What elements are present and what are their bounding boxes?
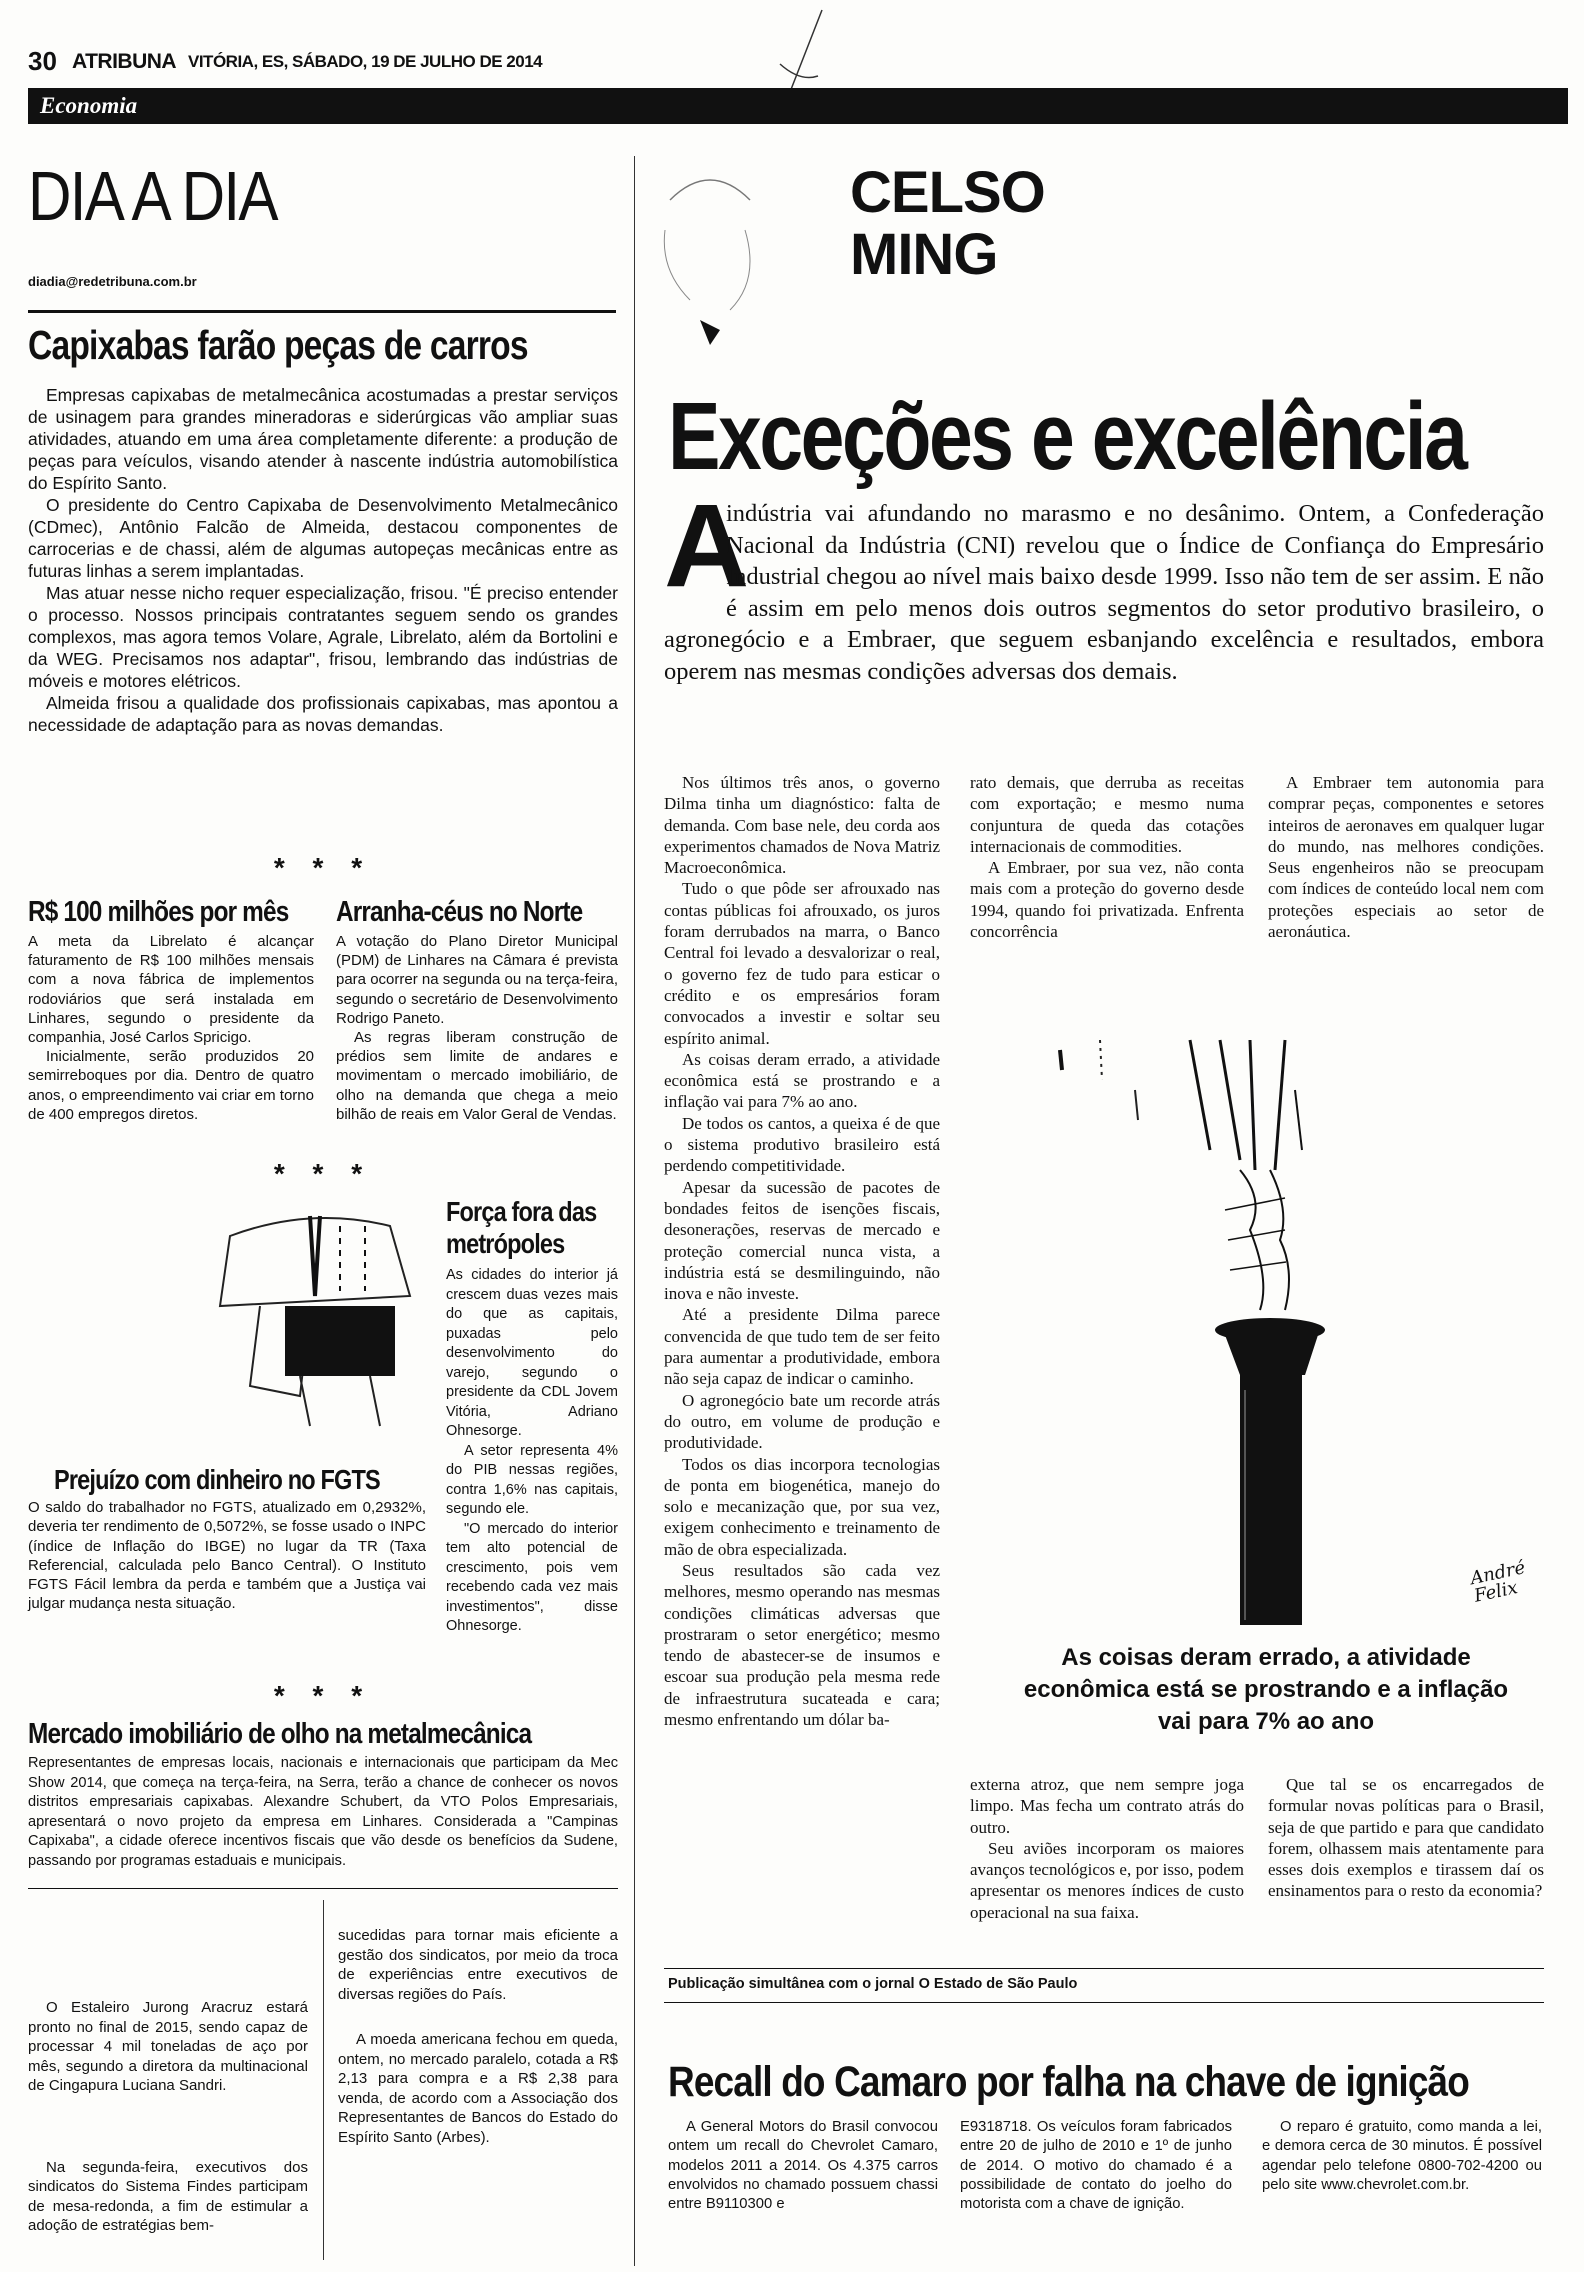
- opinion-paragraph: As coisas deram errado, a atividade econômica está se prostrando e a inflação vai para 7% ao ano.: [664, 1049, 940, 1112]
- opinion-col2: [970, 772, 1244, 942]
- brief-paragraph: "O mercado do interior tem alto potencial de crescimento, pois vem recebendo cada vez mais investimentos", disse Ohnesorge.: [446, 1520, 618, 1634]
- brief-paragraph: A votação do Plano Diretor Municipal (PDM) de Linhares na Câmara é prevista para ocorrer na segunda ou na terça-feira, segundo o secretário de Desenvolvimento Rodrigo Paneto.: [336, 933, 618, 1027]
- recall-col2: [960, 2118, 1232, 2214]
- recall-headline: Recall do Camaro por falha na chave de ignição: [668, 2058, 1469, 2106]
- opinion-paragraph: De todos os cantos, a queixa é de que o sistema produtivo brasileiro está perdendo competitividade.: [664, 1113, 940, 1176]
- recall-paragraph: O reparo é gratuito, como manda a lei, e demora cerca de 30 minutos. É possível agendar pelo telefone 0800-702-4200 ou pelo site www.chevrolet.com.br.: [1262, 2119, 1542, 2193]
- opinion-paragraph: Todos os dias incorpora tecnologias de ponta em biogenética, manejo do solo e mecanização que, por sua vez, exigem conhecimento e treinamento de mão de obra especializada.: [664, 1454, 940, 1559]
- opinion-col2-bottom: [970, 1774, 1244, 1923]
- separator-stars: * * *: [273, 1680, 373, 1711]
- column-title: DIA A DIA: [28, 157, 277, 235]
- pullquote: As coisas deram errado, a atividade econômica está se prostrando e a inflação vai para 7% ao ano: [1023, 1644, 1509, 1735]
- brief-fgts-body: [28, 1498, 426, 1614]
- dateline: VITÓRIA, ES, SÁBADO, 19 DE JULHO DE 2014: [188, 52, 543, 71]
- brief-paragraph: Representantes de empresas locais, nacionais e internacionais que participam da Mec Show 2014, que começa na terça-feira, na Serra, terão a chance de conhecer os novos distritos empresariais capixabas. Alexandre Schubert, da VTO Polos Empresariais, apresentará o novo projeto da empresa em Linhares. Considerada a "Campinas Capixaba", a cidade oferece incentivos fiscais que vão desde os benefícios da Sudene, passando por programas estaduais e municipais.: [28, 1755, 618, 1869]
- note-paragraph: A moeda americana fechou em queda, ontem, no mercado paralelo, cotada a R$ 2,13 para compra e a R$ 2,38 para venda, de acordo com a Associação dos Representantes de Bancos do Estado do Espírito Santo (Arbes).: [338, 2031, 618, 2146]
- opinion-paragraph: Nos últimos três anos, o governo Dilma tinha um diagnóstico: falta de demanda. Com base nele, deu corda aos experimentos chamados de Nova Matriz Macroeconômica.: [664, 773, 940, 878]
- brief-forca-body: [446, 1266, 618, 1637]
- note-paragraph: sucedidas para tornar mais eficiente a gestão dos sindicatos, por meio da troca de experiências entre executivos de diversas regiões do País.: [338, 1927, 618, 2003]
- columnist-portrait: [650, 160, 770, 350]
- brief-paragraph: Inicialmente, serão produzidos 20 semirreboques por dia. Dentro de quatro anos, o empreendimento vai criar em torno de 400 empregos diretos.: [28, 1048, 314, 1123]
- brief-fgts-headline: Prejuízo com dinheiro no FGTS: [54, 1464, 380, 1495]
- opinion-headline: Exceções e excelência: [668, 383, 1466, 490]
- separator-stars: * * *: [273, 852, 373, 883]
- brief-mercado-body: [28, 1754, 618, 1871]
- section-bar: [28, 88, 1568, 124]
- recall-col1: [668, 2118, 938, 2214]
- opinion-paragraph: A Embraer, por sua vez, não conta mais com a proteção do governo desde 1994, quando foi privatizada. Enfrenta concorrência: [970, 858, 1244, 942]
- lead-paragraph: O presidente do Centro Capixaba de Desenvolvimento Metalmecânico (CDmec), Antônio Falcão de Almeida, destacou componentes de carrocerias e de chassi, além de algumas autopeças mecânicas entre as futuras linhas a serem implantadas.: [28, 495, 618, 581]
- artist-signature: André Felix: [1468, 1557, 1528, 1607]
- opinion-paragraph: A Embraer tem autonomia para comprar peças, componentes e setores inteiros de aeronaves em qualquer lugar do mundo, nas melhores condições. Seus engenheiros não se preocupam com índices de conteúdo local nem com proteções especiais ao setor de aeronáutica.: [1268, 773, 1544, 942]
- page-divider: [634, 156, 635, 2266]
- recall-col3: [1262, 2118, 1542, 2195]
- brief-librelato-body: [28, 932, 314, 1124]
- columnist-last-name: MING: [850, 222, 998, 287]
- opinion-paragraph: O agronegócio bate um recorde atrás do outro, em volume de produção e produtividade.: [664, 1390, 940, 1453]
- lead-body: [28, 384, 618, 736]
- columnist-first-name: CELSO: [850, 160, 1045, 225]
- recall-paragraph: E9318718. Os veículos foram fabricados entre 20 de julho de 2010 e 1º de junho de 2014. O motivo do chamado é a possibilidade de contato do joelho do motorista com a chave de ignição.: [960, 2119, 1232, 2213]
- brief-mercado-headline: Mercado imobiliário de olho na metalmecânica: [28, 1718, 532, 1750]
- opinion-dropcap: A: [664, 480, 750, 612]
- brief-paragraph: As regras liberam construção de prédios sem limite de andares e movimentam o mercado imobiliário, de olho na demanda que chega a meio bilhão de reais em Valor Geral de Vendas.: [336, 1029, 618, 1123]
- brief-arranha-body: [336, 932, 618, 1124]
- opinion-paragraph: Seu aviões incorporam os maiores avanços tecnológicos e, por isso, podem apresentar os menores índices de custo operacional na sua faixa.: [970, 1838, 1244, 1922]
- opinion-paragraph: Até a presidente Dilma parece convencida de que tudo tem de ser feito para aumentar a produtividade, embora não seja capaz de indicar o caminho.: [664, 1305, 940, 1389]
- header-rule: [28, 310, 616, 313]
- notes-divider: [323, 1900, 324, 2260]
- worker-illustration: [190, 1196, 430, 1436]
- brief-paragraph: A setor representa 4% do PIB nessas regiões, contra 1,6% nas capitais, segundo ele.: [446, 1442, 618, 1517]
- note-paragraph: Na segunda-feira, executivos dos sindicatos do Sistema Findes participam de mesa-redonda, a fim de estimular a adoção de estratégias bem-: [28, 2158, 308, 2234]
- brief-paragraph: O saldo do trabalhador no FGTS, atualizado em 0,2932%, deveria ter rendimento de 0,5072%, se fosse usado o INPC (índice de Inflação do IBGE) no lugar da TR (Taxa Referencial, calculada pelo Banco Central). O Instituto FGTS Fácil lembra da perda e também que a Justiça vai julgar mudança nesta situação.: [28, 1499, 426, 1613]
- opinion-paragraph: Apesar da sucessão de pacotes de bondades feitos de isenções fiscais, desonerações, reservas de mercado e proteção comercial nunca vista, a indústria está se desmilinguindo, não inova e não investe.: [664, 1177, 940, 1304]
- notes-left: [28, 1998, 308, 2236]
- opinion-paragraph: Seus resultados são cada vez melhores, mesmo operando nas mesmas condições climáticas adversas que prostraram o setor energético; mesmo tendo de abastecer-se de insumos e escoar sua produção pela mesma rede de infraestrutura sucateada e cara; mesmo enfrentando um dólar ba-: [664, 1560, 940, 1730]
- opinion-credit: Publicação simultânea com o jornal O Estado de São Paulo: [668, 1976, 1078, 1992]
- opinion-lead: [664, 480, 1544, 687]
- notes-right: [338, 1926, 618, 2147]
- opinion-col3: [1268, 772, 1544, 942]
- lead-paragraph: Almeida frisou a qualidade dos profissionais capixabas, mas apontou a necessidade de adaptação para as novas demandas.: [28, 693, 618, 735]
- page-number: 30: [28, 46, 57, 76]
- opinion-paragraph: rato demais, que derruba as receitas com exportação; e mesmo numa conjuntura de queda das cotações internacionais de commodities.: [970, 773, 1244, 856]
- opinion-paragraph: Que tal se os encarregados de formular novas políticas para o Brasil, seja de que partido e para que candidato forem, olhassem mais atentamente para esses dois exemplos e tirassem daí os ensinamentos para o resto da economia?: [1268, 1775, 1544, 1901]
- section-label: Economia: [40, 93, 138, 118]
- brief-paragraph: As cidades do interior já crescem duas vezes mais do que as capitais, puxadas pelo desenvolvimento do varejo, segundo o presidente da CDL Jovem Vitória, Adriano Ohnesorge.: [446, 1267, 618, 1439]
- columnist-name: [850, 162, 1045, 286]
- notes-rule: [28, 1888, 618, 1889]
- pen-mark: [760, 6, 840, 96]
- lead-paragraph: Empresas capixabas de metalmecânica acostumadas a prestar serviços de usinagem para grandes mineradoras e siderúrgicas vão ampliar suas atividades, atuando em uma área completamente diferente: a produção de peças para veículos, visando atender à nascente indústria automobilística do Espírito Santo.: [28, 385, 618, 493]
- opinion-paragraph: Tudo o que pôde ser afrouxado nas contas públicas foi afrouxado, os juros foram derrubados na marra, o Banco Central foi levado a desvalorizar o real, o governo fez de tudo para esticar o crédito e os empresários foram convocados a investir e soltar seu espírito animal.: [664, 879, 940, 1048]
- credit-rule: [664, 1968, 1544, 1969]
- opinion-col1: [664, 772, 940, 1730]
- opinion-lead-text: indústria vai afundando no marasmo e no desânimo. Ontem, a Confederação Nacional da Indústria (CNI) revelou que o Índice de Confiança do Empresário Industrial chegou ao nível mais baixo desde 1999. Isso não tem de ser assim. E não é assim em pelo menos dois outros segmentos do setor produtivo brasileiro, o agronegócio e a Embraer, que seguem esbanjando excelência e resultados, embora operem nas mesmas condições adversas dos demais.: [664, 500, 1544, 685]
- lead-paragraph: Mas atuar nesse nicho requer especialização, frisou. "É preciso entender o processo. Nossos principais contratantes seguem sendo os grandes complexos, mas agora temos Volare, Agrale, Librelato, além da Bortolini e da WEG. Precisamos nos adaptar", frisou, lembrando das indústrias de móveis e motores elétricos.: [28, 583, 618, 691]
- paper-name: ATRIBUNA: [72, 50, 177, 73]
- opinion-col3-bottom: [1268, 1774, 1544, 1902]
- credit-rule: [664, 2002, 1544, 2003]
- separator-stars: * * *: [273, 1158, 373, 1189]
- recall-paragraph: A General Motors do Brasil convocou ontem um recall do Chevrolet Camaro, modelos 2011 a 2014. Os 4.375 carros envolvidos no chamado possuem chassi entre B9110300 e: [668, 2119, 938, 2213]
- brief-librelato-headline: R$ 100 milhões por mês: [28, 896, 289, 928]
- brief-paragraph: A meta da Librelato é alcançar faturamento de R$ 100 milhões mensais com a nova fábrica de implementos rodoviários que será instalada em Linhares, segundo o presidente da companhia, José Carlos Spricigo.: [28, 933, 314, 1047]
- brief-arranha-headline: Arranha-céus no Norte: [336, 896, 583, 928]
- column-email: diadia@redetribuna.com.br: [28, 274, 197, 289]
- chimney-illustration: [1040, 1030, 1540, 1630]
- brief-forca-headline: Força fora das metrópoles: [446, 1196, 597, 1259]
- lead-headline: Capixabas farão peças de carros: [28, 322, 528, 368]
- note-paragraph: O Estaleiro Jurong Aracruz estará pronto no final de 2015, sendo capaz de processar 4 mil toneladas de aço por mês, segundo a diretora da multinacional de Cingapura Luciana Sandri.: [28, 1999, 308, 2094]
- opinion-paragraph: externa atroz, que nem sempre joga limpo. Mas fecha um contrato atrás do outro.: [970, 1775, 1244, 1837]
